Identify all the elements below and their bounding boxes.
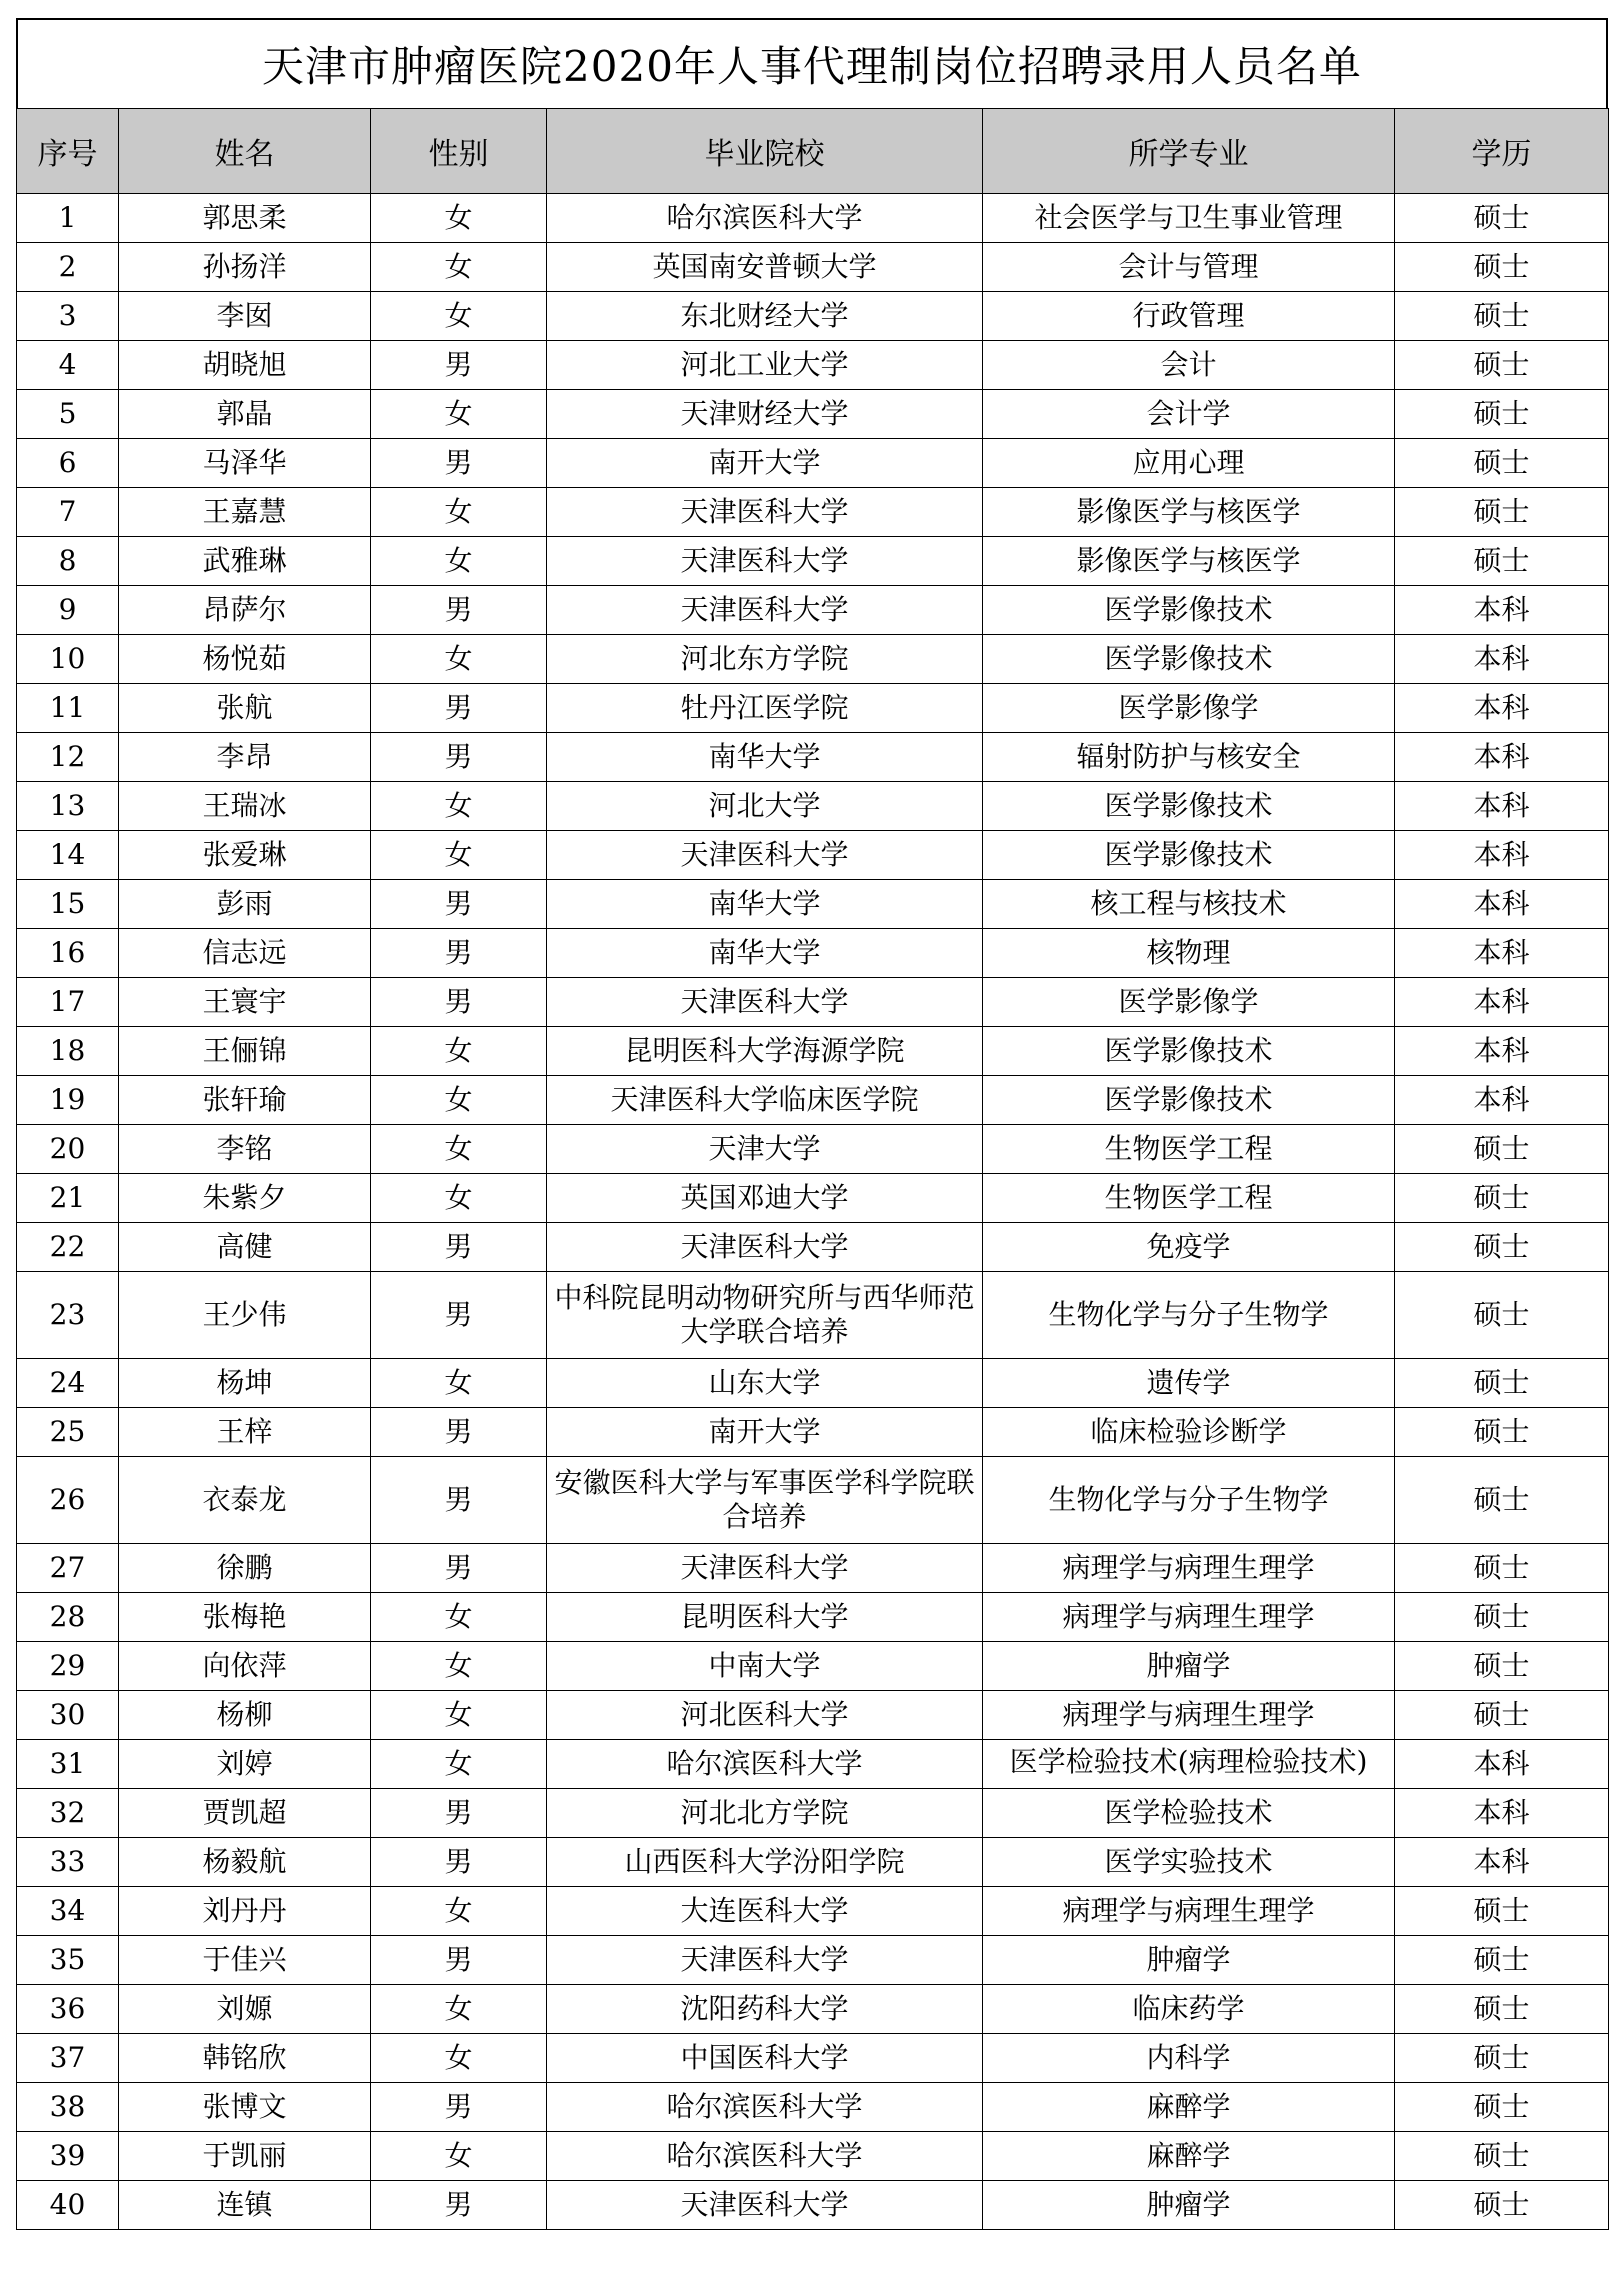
cell-major — [983, 1740, 1395, 1789]
cell-seq: 15 — [17, 880, 119, 929]
cell-seq: 31 — [17, 1740, 119, 1789]
cell-school: 中国医科大学 — [547, 2034, 983, 2083]
cell-major: 临床检验诊断学 — [983, 1408, 1395, 1457]
cell-school: 天津医科大学 — [547, 1223, 983, 1272]
cell-school: 天津医科大学 — [547, 2181, 983, 2230]
cell-school: 天津医科大学 — [547, 1936, 983, 1985]
table-row — [17, 1642, 1609, 1691]
cell-name: 杨柳 — [119, 1691, 371, 1740]
table-header-row — [17, 109, 1609, 194]
cell-gender: 男 — [371, 2181, 547, 2230]
cell-gender: 男 — [371, 1457, 547, 1544]
cell-gender: 男 — [371, 1272, 547, 1359]
cell-gender: 男 — [371, 2083, 547, 2132]
cell-major: 医学影像技术 — [983, 782, 1395, 831]
table-row — [17, 586, 1609, 635]
cell-name: 张航 — [119, 684, 371, 733]
table-row — [17, 488, 1609, 537]
cell-name: 韩铭欣 — [119, 2034, 371, 2083]
table-row — [17, 341, 1609, 390]
cell-gender: 女 — [371, 537, 547, 586]
cell-major: 辐射防护与核安全 — [983, 733, 1395, 782]
cell-degree: 硕士 — [1395, 2181, 1609, 2230]
cell-school: 沈阳药科大学 — [547, 1985, 983, 2034]
cell-degree: 硕士 — [1395, 341, 1609, 390]
cell-gender: 女 — [371, 2132, 547, 2181]
cell-degree: 本科 — [1395, 1027, 1609, 1076]
cell-major: 肿瘤学 — [983, 2181, 1395, 2230]
cell-school: 昆明医科大学 — [547, 1593, 983, 1642]
cell-major: 医学实验技术 — [983, 1838, 1395, 1887]
table-row — [17, 1544, 1609, 1593]
cell-school: 南开大学 — [547, 439, 983, 488]
table-row — [17, 880, 1609, 929]
table-row — [17, 635, 1609, 684]
cell-seq: 29 — [17, 1642, 119, 1691]
cell-seq: 23 — [17, 1272, 119, 1359]
cell-degree: 硕士 — [1395, 390, 1609, 439]
cell-major: 会计与管理 — [983, 243, 1395, 292]
table-row — [17, 1174, 1609, 1223]
table-row — [17, 2181, 1609, 2230]
cell-school: 哈尔滨医科大学 — [547, 1740, 983, 1789]
table-row — [17, 831, 1609, 880]
cell-name: 王梓 — [119, 1408, 371, 1457]
cell-school: 天津医科大学 — [547, 488, 983, 537]
cell-gender: 男 — [371, 586, 547, 635]
cell-name: 王俪锦 — [119, 1027, 371, 1076]
cell-seq: 25 — [17, 1408, 119, 1457]
table-row — [17, 439, 1609, 488]
cell-school: 天津财经大学 — [547, 390, 983, 439]
recruitment-list-sheet — [16, 18, 1608, 2230]
cell-degree: 硕士 — [1395, 2034, 1609, 2083]
cell-school: 河北东方学院 — [547, 635, 983, 684]
header-school: 毕业院校 — [547, 109, 983, 194]
cell-gender: 男 — [371, 978, 547, 1027]
cell-degree: 硕士 — [1395, 1642, 1609, 1691]
cell-seq: 5 — [17, 390, 119, 439]
cell-degree: 硕士 — [1395, 1936, 1609, 1985]
table-row — [17, 1457, 1609, 1544]
cell-name: 张梅艳 — [119, 1593, 371, 1642]
header-major: 所学专业 — [983, 109, 1395, 194]
cell-major: 麻醉学 — [983, 2083, 1395, 2132]
cell-school: 天津医科大学临床医学院 — [547, 1076, 983, 1125]
cell-name: 于佳兴 — [119, 1936, 371, 1985]
table-row — [17, 684, 1609, 733]
cell-seq: 28 — [17, 1593, 119, 1642]
cell-school: 安徽医科大学与军事医学科学院联合培养 — [547, 1457, 983, 1544]
cell-major: 肿瘤学 — [983, 1642, 1395, 1691]
cell-degree: 硕士 — [1395, 439, 1609, 488]
cell-gender: 女 — [371, 488, 547, 537]
table-row — [17, 1985, 1609, 2034]
cell-name: 王寰宇 — [119, 978, 371, 1027]
cell-name: 王少伟 — [119, 1272, 371, 1359]
cell-gender: 女 — [371, 1359, 547, 1408]
cell-degree: 硕士 — [1395, 1691, 1609, 1740]
header-seq: 序号 — [17, 109, 119, 194]
cell-seq: 9 — [17, 586, 119, 635]
cell-gender: 女 — [371, 2034, 547, 2083]
cell-name: 昂萨尔 — [119, 586, 371, 635]
cell-school: 山东大学 — [547, 1359, 983, 1408]
cell-name: 王瑞冰 — [119, 782, 371, 831]
cell-seq: 18 — [17, 1027, 119, 1076]
cell-name: 孙扬洋 — [119, 243, 371, 292]
cell-name: 刘丹丹 — [119, 1887, 371, 1936]
cell-major: 生物化学与分子生物学 — [983, 1457, 1395, 1544]
table-row — [17, 1408, 1609, 1457]
cell-seq: 13 — [17, 782, 119, 831]
cell-degree: 本科 — [1395, 978, 1609, 1027]
cell-name: 徐鹏 — [119, 1544, 371, 1593]
cell-gender: 男 — [371, 733, 547, 782]
cell-major: 临床药学 — [983, 1985, 1395, 2034]
cell-name: 武雅琳 — [119, 537, 371, 586]
cell-seq: 21 — [17, 1174, 119, 1223]
cell-name: 李囡 — [119, 292, 371, 341]
cell-school: 天津医科大学 — [547, 537, 983, 586]
cell-name: 王嘉慧 — [119, 488, 371, 537]
cell-major: 病理学与病理生理学 — [983, 1887, 1395, 1936]
cell-degree: 本科 — [1395, 733, 1609, 782]
cell-major: 应用心理 — [983, 439, 1395, 488]
cell-school: 河北医科大学 — [547, 1691, 983, 1740]
cell-school: 哈尔滨医科大学 — [547, 2132, 983, 2181]
cell-school: 英国南安普顿大学 — [547, 243, 983, 292]
table-row — [17, 194, 1609, 243]
page-title: 天津市肿瘤医院2020年人事代理制岗位招聘录用人员名单 — [16, 18, 1608, 108]
table-row — [17, 733, 1609, 782]
cell-gender: 男 — [371, 439, 547, 488]
cell-degree: 本科 — [1395, 586, 1609, 635]
cell-gender: 女 — [371, 1691, 547, 1740]
table-row — [17, 1887, 1609, 1936]
cell-gender: 女 — [371, 194, 547, 243]
table-row — [17, 929, 1609, 978]
cell-school: 天津医科大学 — [547, 586, 983, 635]
cell-name: 于凯丽 — [119, 2132, 371, 2181]
cell-gender: 男 — [371, 1936, 547, 1985]
cell-gender: 女 — [371, 1125, 547, 1174]
cell-gender: 女 — [371, 243, 547, 292]
cell-school: 南华大学 — [547, 929, 983, 978]
cell-degree: 硕士 — [1395, 2083, 1609, 2132]
cell-major: 医学影像学 — [983, 978, 1395, 1027]
cell-degree: 硕士 — [1395, 1125, 1609, 1174]
cell-major: 医学影像技术 — [983, 1027, 1395, 1076]
cell-major: 生物医学工程 — [983, 1125, 1395, 1174]
cell-name: 高健 — [119, 1223, 371, 1272]
cell-degree: 硕士 — [1395, 292, 1609, 341]
cell-seq: 35 — [17, 1936, 119, 1985]
cell-degree: 硕士 — [1395, 1544, 1609, 1593]
cell-gender: 女 — [371, 1642, 547, 1691]
cell-seq: 10 — [17, 635, 119, 684]
cell-major: 医学影像技术 — [983, 635, 1395, 684]
cell-seq: 2 — [17, 243, 119, 292]
cell-school: 天津医科大学 — [547, 978, 983, 1027]
cell-degree: 硕士 — [1395, 1457, 1609, 1544]
cell-degree: 硕士 — [1395, 1593, 1609, 1642]
cell-seq: 7 — [17, 488, 119, 537]
table-row — [17, 1838, 1609, 1887]
cell-seq: 40 — [17, 2181, 119, 2230]
cell-major: 影像医学与核医学 — [983, 537, 1395, 586]
cell-major: 内科学 — [983, 2034, 1395, 2083]
cell-seq: 34 — [17, 1887, 119, 1936]
cell-name: 贾凯超 — [119, 1789, 371, 1838]
cell-name: 杨悦茹 — [119, 635, 371, 684]
cell-gender: 女 — [371, 1887, 547, 1936]
cell-school: 南开大学 — [547, 1408, 983, 1457]
cell-gender: 男 — [371, 1223, 547, 1272]
cell-school: 哈尔滨医科大学 — [547, 2083, 983, 2132]
cell-degree: 本科 — [1395, 684, 1609, 733]
cell-degree: 硕士 — [1395, 488, 1609, 537]
cell-major: 病理学与病理生理学 — [983, 1593, 1395, 1642]
cell-name: 刘嫄 — [119, 1985, 371, 2034]
cell-major: 病理学与病理生理学 — [983, 1691, 1395, 1740]
cell-seq: 6 — [17, 439, 119, 488]
cell-seq: 27 — [17, 1544, 119, 1593]
cell-major: 肿瘤学 — [983, 1936, 1395, 1985]
cell-gender: 男 — [371, 684, 547, 733]
cell-major: 核物理 — [983, 929, 1395, 978]
cell-major: 会计 — [983, 341, 1395, 390]
cell-major: 社会医学与卫生事业管理 — [983, 194, 1395, 243]
cell-school: 中南大学 — [547, 1642, 983, 1691]
cell-degree: 硕士 — [1395, 1174, 1609, 1223]
cell-degree: 本科 — [1395, 1789, 1609, 1838]
cell-degree: 硕士 — [1395, 1359, 1609, 1408]
header-name: 姓名 — [119, 109, 371, 194]
table-row — [17, 2083, 1609, 2132]
cell-name: 马泽华 — [119, 439, 371, 488]
cell-gender: 男 — [371, 1789, 547, 1838]
recruitment-table — [16, 108, 1609, 2230]
cell-major: 医学影像技术 — [983, 1076, 1395, 1125]
cell-gender: 女 — [371, 831, 547, 880]
cell-seq: 26 — [17, 1457, 119, 1544]
cell-school: 东北财经大学 — [547, 292, 983, 341]
cell-seq: 22 — [17, 1223, 119, 1272]
table-row — [17, 292, 1609, 341]
cell-name: 张轩瑜 — [119, 1076, 371, 1125]
cell-major: 医学影像学 — [983, 684, 1395, 733]
cell-gender: 男 — [371, 1408, 547, 1457]
cell-seq: 8 — [17, 537, 119, 586]
cell-school: 牡丹江医学院 — [547, 684, 983, 733]
cell-gender: 男 — [371, 880, 547, 929]
table-row — [17, 978, 1609, 1027]
table-row — [17, 1593, 1609, 1642]
cell-gender: 女 — [371, 1740, 547, 1789]
header-gender: 性别 — [371, 109, 547, 194]
cell-degree: 本科 — [1395, 1740, 1609, 1789]
table-row — [17, 1076, 1609, 1125]
cell-major: 医学影像技术 — [983, 586, 1395, 635]
cell-gender: 女 — [371, 1027, 547, 1076]
cell-seq: 14 — [17, 831, 119, 880]
cell-degree: 硕士 — [1395, 1408, 1609, 1457]
cell-name: 张博文 — [119, 2083, 371, 2132]
cell-seq: 37 — [17, 2034, 119, 2083]
cell-gender: 女 — [371, 1076, 547, 1125]
cell-seq: 33 — [17, 1838, 119, 1887]
cell-seq: 24 — [17, 1359, 119, 1408]
cell-gender: 女 — [371, 1174, 547, 1223]
cell-seq: 1 — [17, 194, 119, 243]
cell-major: 会计学 — [983, 390, 1395, 439]
cell-degree: 本科 — [1395, 635, 1609, 684]
cell-name: 朱紫夕 — [119, 1174, 371, 1223]
cell-school: 河北大学 — [547, 782, 983, 831]
cell-school: 大连医科大学 — [547, 1887, 983, 1936]
table-row — [17, 390, 1609, 439]
cell-gender: 女 — [371, 292, 547, 341]
cell-school: 昆明医科大学海源学院 — [547, 1027, 983, 1076]
cell-degree: 硕士 — [1395, 1272, 1609, 1359]
cell-name: 向依萍 — [119, 1642, 371, 1691]
cell-seq: 4 — [17, 341, 119, 390]
table-row — [17, 1272, 1609, 1359]
cell-gender: 女 — [371, 390, 547, 439]
cell-gender: 女 — [371, 635, 547, 684]
cell-degree: 硕士 — [1395, 194, 1609, 243]
cell-name: 郭晶 — [119, 390, 371, 439]
cell-degree: 硕士 — [1395, 2132, 1609, 2181]
cell-major-text: 医学检验技术(病理检验技术) — [1009, 1745, 1368, 1778]
cell-seq: 19 — [17, 1076, 119, 1125]
table-row — [17, 1359, 1609, 1408]
cell-seq: 3 — [17, 292, 119, 341]
table-row — [17, 1027, 1609, 1076]
cell-seq: 16 — [17, 929, 119, 978]
cell-seq: 20 — [17, 1125, 119, 1174]
cell-name: 李铭 — [119, 1125, 371, 1174]
cell-name: 张爱琳 — [119, 831, 371, 880]
cell-school: 天津大学 — [547, 1125, 983, 1174]
cell-major: 遗传学 — [983, 1359, 1395, 1408]
cell-major: 医学检验技术 — [983, 1789, 1395, 1838]
cell-degree: 本科 — [1395, 880, 1609, 929]
table-row — [17, 537, 1609, 586]
table-row — [17, 1936, 1609, 1985]
cell-degree: 硕士 — [1395, 243, 1609, 292]
cell-seq: 38 — [17, 2083, 119, 2132]
cell-name: 胡晓旭 — [119, 341, 371, 390]
cell-gender: 女 — [371, 782, 547, 831]
cell-degree: 硕士 — [1395, 537, 1609, 586]
cell-seq: 39 — [17, 2132, 119, 2181]
cell-name: 信志远 — [119, 929, 371, 978]
cell-name: 彭雨 — [119, 880, 371, 929]
cell-school: 英国邓迪大学 — [547, 1174, 983, 1223]
cell-major: 生物医学工程 — [983, 1174, 1395, 1223]
table-row — [17, 2132, 1609, 2181]
cell-degree: 本科 — [1395, 831, 1609, 880]
table-row — [17, 1125, 1609, 1174]
cell-degree: 硕士 — [1395, 1887, 1609, 1936]
cell-name: 郭思柔 — [119, 194, 371, 243]
cell-seq: 17 — [17, 978, 119, 1027]
cell-seq: 12 — [17, 733, 119, 782]
cell-gender: 男 — [371, 929, 547, 978]
cell-school: 河北北方学院 — [547, 1789, 983, 1838]
cell-major: 免疫学 — [983, 1223, 1395, 1272]
cell-degree: 本科 — [1395, 1076, 1609, 1125]
cell-degree: 硕士 — [1395, 1223, 1609, 1272]
table-row — [17, 1740, 1609, 1789]
cell-seq: 36 — [17, 1985, 119, 2034]
cell-gender: 男 — [371, 1544, 547, 1593]
cell-degree: 本科 — [1395, 1838, 1609, 1887]
cell-school: 天津医科大学 — [547, 831, 983, 880]
cell-degree: 硕士 — [1395, 1985, 1609, 2034]
cell-name: 李昂 — [119, 733, 371, 782]
cell-major: 医学影像技术 — [983, 831, 1395, 880]
cell-major: 生物化学与分子生物学 — [983, 1272, 1395, 1359]
table-row — [17, 243, 1609, 292]
cell-school: 南华大学 — [547, 880, 983, 929]
cell-major: 麻醉学 — [983, 2132, 1395, 2181]
cell-gender: 女 — [371, 1593, 547, 1642]
cell-school: 中科院昆明动物研究所与西华师范大学联合培养 — [547, 1272, 983, 1359]
cell-gender: 女 — [371, 1985, 547, 2034]
cell-name: 刘婷 — [119, 1740, 371, 1789]
cell-seq: 11 — [17, 684, 119, 733]
cell-name: 连镇 — [119, 2181, 371, 2230]
table-row — [17, 1223, 1609, 1272]
cell-name: 衣泰龙 — [119, 1457, 371, 1544]
cell-seq: 30 — [17, 1691, 119, 1740]
header-degree: 学历 — [1395, 109, 1609, 194]
cell-seq: 32 — [17, 1789, 119, 1838]
cell-school: 河北工业大学 — [547, 341, 983, 390]
cell-major: 病理学与病理生理学 — [983, 1544, 1395, 1593]
cell-school: 山西医科大学汾阳学院 — [547, 1838, 983, 1887]
cell-school: 南华大学 — [547, 733, 983, 782]
cell-degree: 本科 — [1395, 782, 1609, 831]
cell-school: 天津医科大学 — [547, 1544, 983, 1593]
cell-degree: 本科 — [1395, 929, 1609, 978]
cell-gender: 男 — [371, 1838, 547, 1887]
cell-major: 行政管理 — [983, 292, 1395, 341]
table-row — [17, 782, 1609, 831]
cell-name: 杨坤 — [119, 1359, 371, 1408]
table-row — [17, 1789, 1609, 1838]
cell-major: 影像医学与核医学 — [983, 488, 1395, 537]
cell-major: 核工程与核技术 — [983, 880, 1395, 929]
table-row — [17, 2034, 1609, 2083]
cell-name: 杨毅航 — [119, 1838, 371, 1887]
cell-school: 哈尔滨医科大学 — [547, 194, 983, 243]
cell-gender: 男 — [371, 341, 547, 390]
table-row — [17, 1691, 1609, 1740]
